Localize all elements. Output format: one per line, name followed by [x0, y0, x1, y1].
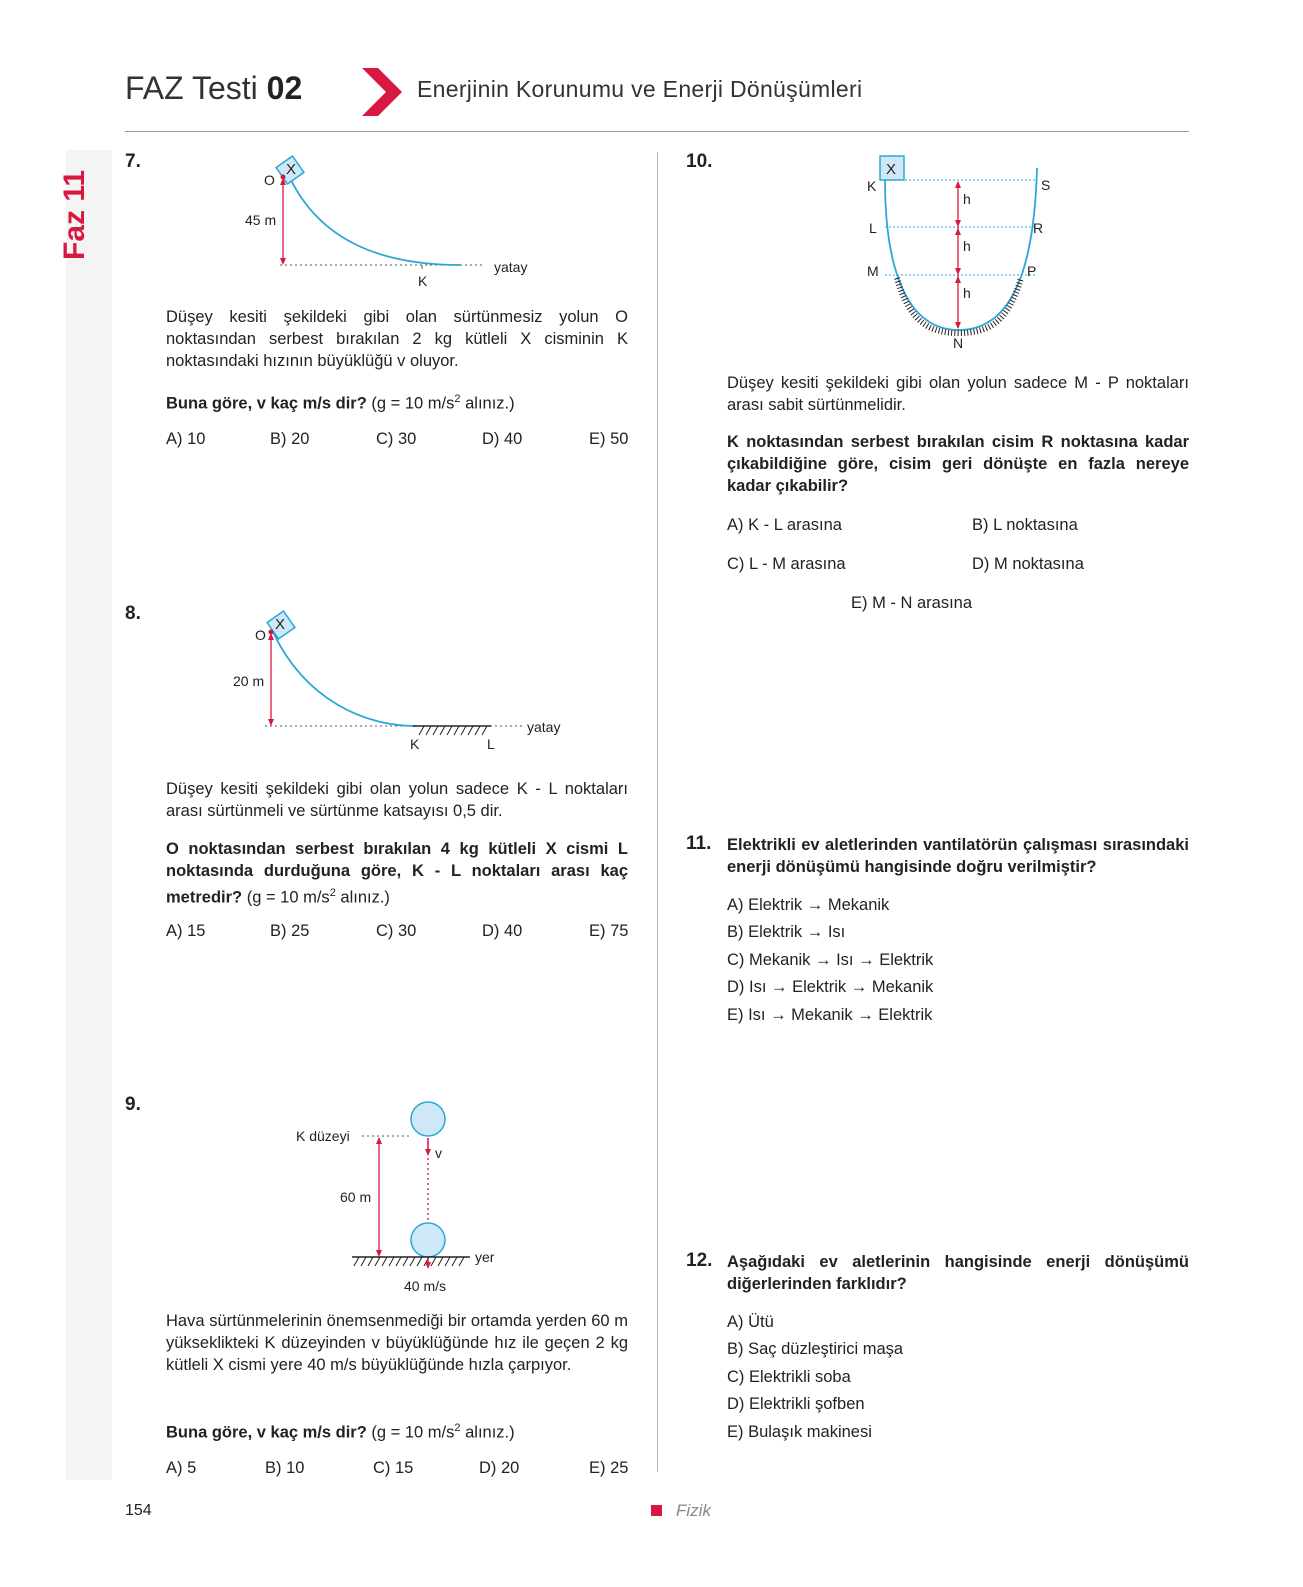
question-7-option-e[interactable]: E) 50 — [589, 430, 629, 448]
question-11-option-e[interactable]: E) Isı → Mekanik → Elektrik — [727, 1006, 933, 1024]
column-divider — [657, 152, 658, 1472]
question-10-h-2: h — [963, 238, 971, 254]
question-12-option-d[interactable]: D) Elektrikli şofben — [727, 1395, 865, 1413]
question-10-point-n: N — [953, 335, 964, 351]
question-10-point-p: P — [1027, 263, 1037, 279]
question-7-text: Düşey kesiti şekildeki gibi olan sürtünmesiz yolun O noktasından serbest bırakılan 2 kg kütleli X cisminin K noktasındaki hızının büyüklüğü v oluyor. — [166, 308, 628, 370]
question-7-number: 7. — [125, 151, 141, 172]
subject-label: Fizik — [676, 1501, 711, 1520]
question-10-option-a[interactable]: A) K - L arasına — [727, 516, 842, 534]
question-8-option-c[interactable]: C) 30 — [376, 922, 417, 940]
question-7-point-k: K — [418, 273, 428, 289]
question-8-height: 20 m — [233, 673, 265, 689]
question-8-option-d[interactable]: D) 40 — [482, 922, 523, 940]
question-8-figure — [225, 605, 570, 755]
question-12-option-c[interactable]: C) Elektrikli soba — [727, 1368, 851, 1386]
question-11-option-d[interactable]: D) Isı → Elektrik → Mekanik — [727, 978, 934, 996]
question-12-option-a[interactable]: A) Ütü — [727, 1313, 774, 1331]
question-8-point-l: L — [487, 736, 495, 752]
question-8-number: 8. — [125, 603, 141, 624]
question-12-option-e[interactable]: E) Bulaşık makinesi — [727, 1423, 872, 1441]
question-10-option-e[interactable]: E) M - N arasına — [851, 594, 973, 612]
question-10-h-1: h — [963, 191, 971, 207]
question-8-object-label: X — [275, 616, 286, 633]
question-11-option-c[interactable]: C) Mekanik → Isı → Elektrik — [727, 951, 934, 969]
question-9-ground: yer — [475, 1249, 495, 1265]
side-strip — [66, 150, 112, 1480]
question-10-option-d[interactable]: D) M noktasına — [972, 555, 1084, 573]
question-7-horizontal: yatay — [494, 259, 528, 275]
question-10-text: Düşey kesiti şekildeki gibi olan yolun sadece M - P noktaları arası sabit sürtünmelidir. — [727, 374, 1189, 414]
question-10-option-c[interactable]: C) L - M arasına — [727, 555, 846, 573]
question-8-question: O noktasından serbest bırakılan 4 kg kütleli X cismi L noktasında durduğuna göre, K - L noktaları arası kaç metredir? (g = 10 $m/s^2$ alınız.) — [166, 840, 628, 907]
question-10-point-r: R — [1033, 220, 1044, 236]
question-9-velocity: v — [435, 1145, 442, 1161]
question-7-option-b[interactable]: B) 20 — [270, 430, 310, 448]
question-8-horizontal: yatay — [527, 719, 561, 735]
question-7-question: Buna göre, v kaç m/s dir? (g = 10 $m/s^2$ alınız.) — [166, 393, 515, 413]
question-10-h-3: h — [963, 285, 971, 301]
question-7-figure — [230, 150, 560, 295]
question-12-question: Aşağıdaki ev aletlerinin hangisinde enerji dönüşümü diğerlerinden farklıdır? — [727, 1253, 1189, 1293]
question-12-number: 12. — [686, 1250, 713, 1271]
header-divider — [125, 131, 1189, 132]
question-9-option-c[interactable]: C) 15 — [373, 1459, 414, 1477]
side-tab-label: Faz 11 — [58, 169, 91, 260]
question-9-impact-speed: 40 m/s — [404, 1278, 447, 1294]
question-11-number: 11. — [686, 833, 712, 854]
test-title — [125, 70, 302, 107]
question-10-option-b[interactable]: B) L noktasına — [972, 516, 1078, 534]
question-10-question: K noktasından serbest bırakılan cisim R noktasına kadar çıkabildiğine göre, cisim geri dönüşte en fazla nereye kadar çıkabilir? — [727, 433, 1189, 495]
question-9-figure — [290, 1098, 520, 1300]
question-8-point-k: K — [410, 736, 420, 752]
question-10-point-s: S — [1041, 177, 1051, 193]
page-number: 154 — [125, 1502, 152, 1519]
test-subtitle: Enerjinin Korunumu ve Enerji Dönüşümleri — [417, 76, 863, 102]
question-7-option-d[interactable]: D) 40 — [482, 430, 523, 448]
chevron-right-icon — [362, 68, 402, 116]
question-9-option-d[interactable]: D) 20 — [479, 1459, 520, 1477]
question-9-option-a[interactable]: A) 5 — [166, 1459, 197, 1477]
question-11-option-b[interactable]: B) Elektrik → Isı — [727, 923, 846, 941]
question-7-option-c[interactable]: C) 30 — [376, 430, 417, 448]
question-9-option-e[interactable]: E) 25 — [589, 1459, 629, 1477]
question-9-level: K düzeyi — [296, 1128, 350, 1144]
question-10-object-label: X — [886, 161, 897, 178]
question-10-number: 10. — [686, 151, 713, 172]
question-10-point-m: M — [867, 263, 879, 279]
question-10-point-l: L — [869, 220, 877, 236]
question-8-point-o: O — [255, 627, 266, 643]
question-8-option-b[interactable]: B) 25 — [270, 922, 310, 940]
question-9-height: 60 m — [340, 1189, 372, 1205]
question-9-option-b[interactable]: B) 10 — [265, 1459, 305, 1477]
question-9-text: Hava sürtünmelerinin önemsenmediği bir ortamda yerden 60 m yükseklikteki K düzeyinden v büyüklüğünde hız ile geçen 2 kg kütleli X cismi yere 40 m/s büyüklüğünde hızla çarpıyor. — [166, 1312, 628, 1374]
question-12-option-b[interactable]: B) Saç düzleştirici maşa — [727, 1340, 904, 1358]
question-10-point-k: K — [867, 178, 877, 194]
question-7-point-o: O — [264, 172, 275, 188]
question-8-option-e[interactable]: E) 75 — [589, 922, 629, 940]
test-title-number: 02 — [266, 70, 303, 106]
question-8-option-a[interactable]: A) 15 — [166, 922, 206, 940]
question-7-option-a[interactable]: A) 10 — [166, 430, 206, 448]
question-9-question: Buna göre, v kaç m/s dir? (g = 10 $m/s^2$ alınız.) — [166, 1422, 515, 1442]
question-11-question: Elektrikli ev aletlerinden vantilatörün çalışması sırasındaki enerji dönüşümü hangisinde doğru verilmiştir? — [727, 836, 1189, 876]
question-7-object-label: X — [286, 161, 297, 178]
question-10-figure — [855, 150, 1055, 360]
question-8-text: Düşey kesiti şekildeki gibi olan yolun sadece K - L noktaları arası sürtünmeli ve sürtünme katsayısı 0,5 dir. — [166, 780, 628, 820]
test-title-prefix: FAZ Testi — [125, 70, 258, 106]
question-11-option-a[interactable]: A) Elektrik → Mekanik — [727, 896, 890, 914]
subject-marker-icon — [651, 1505, 662, 1516]
question-7-height: 45 m — [245, 212, 277, 228]
question-9-number: 9. — [125, 1094, 141, 1115]
